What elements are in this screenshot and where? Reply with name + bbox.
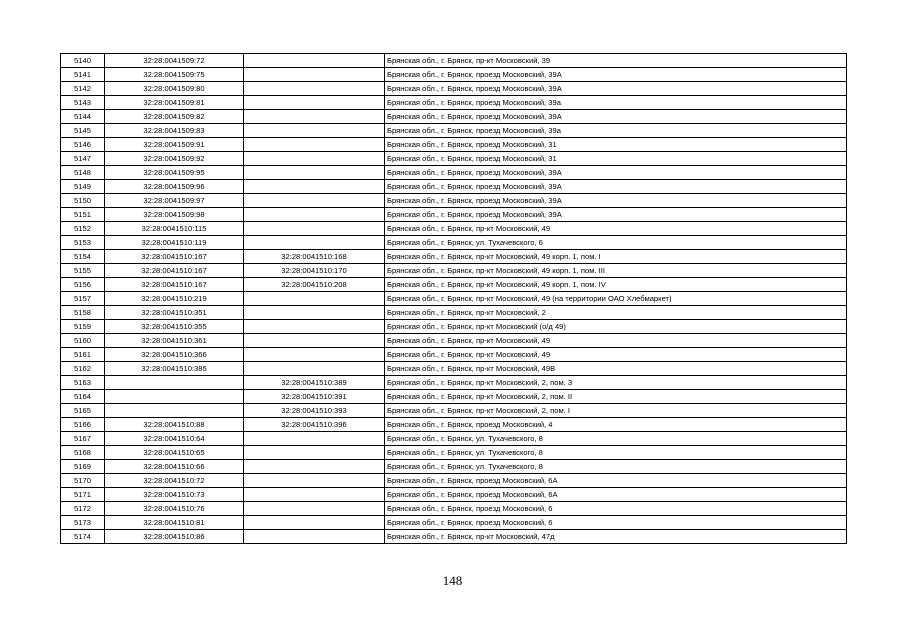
record-number-cell: 5170 [61, 474, 105, 488]
record-number-cell: 5157 [61, 292, 105, 306]
address-cell: Брянская обл., г. Брянск, пр-кт Московский, 47д [385, 530, 847, 544]
table-row [61, 334, 847, 348]
derived-cadastral-number-cell [244, 516, 385, 530]
derived-cadastral-number-cell [244, 68, 385, 82]
derived-cadastral-number-cell [244, 502, 385, 516]
cadastral-number-cell: 32:28:0041510:366 [105, 348, 244, 362]
table-row [61, 516, 847, 530]
cadastral-number-cell: 32:28:0041510:72 [105, 474, 244, 488]
record-number-cell: 5171 [61, 488, 105, 502]
derived-cadastral-number-cell [244, 236, 385, 250]
address-cell: Брянская обл., г. Брянск, пр-кт Московский, 49 [385, 348, 847, 362]
address-cell: Брянская обл., г. Брянск, проезд Московский, 39А [385, 180, 847, 194]
record-number-cell: 5174 [61, 530, 105, 544]
record-number-cell: 5155 [61, 264, 105, 278]
table-row [61, 96, 847, 110]
record-number-cell: 5148 [61, 166, 105, 180]
address-cell: Брянская обл., г. Брянск, проезд Московский, 6А [385, 488, 847, 502]
derived-cadastral-number-cell [244, 292, 385, 306]
address-cell: Брянская обл., г. Брянск, проезд Московский, 6 [385, 502, 847, 516]
record-number-cell: 5141 [61, 68, 105, 82]
table-row [61, 474, 847, 488]
cadastral-number-cell: 32:28:0041510:73 [105, 488, 244, 502]
cadastral-number-cell: 32:28:0041510:115 [105, 222, 244, 236]
table-row [61, 208, 847, 222]
table-row [61, 404, 847, 418]
record-number-cell: 5160 [61, 334, 105, 348]
derived-cadastral-number-cell [244, 166, 385, 180]
cadastral-number-cell: 32:28:0041509:75 [105, 68, 244, 82]
cadastral-number-cell: 32:28:0041510:355 [105, 320, 244, 334]
address-cell: Брянская обл., г. Брянск, проезд Московский, 39А [385, 110, 847, 124]
address-cell: Брянская обл., г. Брянск, ул. Тухачевского, 8 [385, 460, 847, 474]
address-cell: Брянская обл., г. Брянск, ул. Тухачевского, 6 [385, 236, 847, 250]
cadastral-number-cell: 32:28:0041509:80 [105, 82, 244, 96]
derived-cadastral-number-cell [244, 208, 385, 222]
table-row [61, 180, 847, 194]
address-cell: Брянская обл., г. Брянск, проезд Московский, 31 [385, 152, 847, 166]
table-row [61, 82, 847, 96]
address-cell: Брянская обл., г. Брянск, проезд Московский, 6А [385, 474, 847, 488]
registry-table-body [61, 54, 847, 544]
record-number-cell: 5144 [61, 110, 105, 124]
table-row [61, 264, 847, 278]
derived-cadastral-number-cell [244, 460, 385, 474]
table-row [61, 110, 847, 124]
derived-cadastral-number-cell: 32:28:0041510:389 [244, 376, 385, 390]
cadastral-number-cell: 32:28:0041510:167 [105, 278, 244, 292]
address-cell: Брянская обл., г. Брянск, пр-кт Московский (о/д 49) [385, 320, 847, 334]
record-number-cell: 5172 [61, 502, 105, 516]
cadastral-number-cell: 32:28:0041509:82 [105, 110, 244, 124]
address-cell: Брянская обл., г. Брянск, пр-кт Московский, 49 корп. 1, пом. IV [385, 278, 847, 292]
table-row [61, 124, 847, 138]
record-number-cell: 5151 [61, 208, 105, 222]
record-number-cell: 5143 [61, 96, 105, 110]
cadastral-number-cell: 32:28:0041510:167 [105, 264, 244, 278]
address-cell: Брянская обл., г. Брянск, проезд Московский, 4 [385, 418, 847, 432]
derived-cadastral-number-cell [244, 320, 385, 334]
page-number: 148 [442, 573, 463, 588]
table-row [61, 320, 847, 334]
cadastral-number-cell: 32:28:0041510:76 [105, 502, 244, 516]
record-number-cell: 5164 [61, 390, 105, 404]
table-row [61, 250, 847, 264]
address-cell: Брянская обл., г. Брянск, пр-кт Московский, 39 [385, 54, 847, 68]
cadastral-number-cell: 32:28:0041509:83 [105, 124, 244, 138]
cadastral-number-cell: 32:28:0041510:66 [105, 460, 244, 474]
address-cell: Брянская обл., г. Брянск, пр-кт Московский, 49 (на территории ОАО Хлебмаркет) [385, 292, 847, 306]
derived-cadastral-number-cell [244, 96, 385, 110]
record-number-cell: 5162 [61, 362, 105, 376]
derived-cadastral-number-cell [244, 194, 385, 208]
table-row [61, 166, 847, 180]
cadastral-number-cell [105, 390, 244, 404]
table-row [61, 390, 847, 404]
address-cell: Брянская обл., г. Брянск, проезд Московский, 39А [385, 82, 847, 96]
record-number-cell: 5146 [61, 138, 105, 152]
table-row [61, 292, 847, 306]
table-row [61, 278, 847, 292]
address-cell: Брянская обл., г. Брянск, пр-кт Московский, 2 [385, 306, 847, 320]
cadastral-number-cell: 32:28:0041509:92 [105, 152, 244, 166]
table-row [61, 138, 847, 152]
record-number-cell: 5154 [61, 250, 105, 264]
table-row [61, 376, 847, 390]
derived-cadastral-number-cell [244, 306, 385, 320]
table-row [61, 236, 847, 250]
cadastral-number-cell: 32:28:0041509:96 [105, 180, 244, 194]
record-number-cell: 5163 [61, 376, 105, 390]
record-number-cell: 5169 [61, 460, 105, 474]
cadastral-number-cell: 32:28:0041509:95 [105, 166, 244, 180]
address-cell: Брянская обл., г. Брянск, проезд Московский, 31 [385, 138, 847, 152]
table-row [61, 488, 847, 502]
table-row [61, 306, 847, 320]
derived-cadastral-number-cell: 32:28:0041510:168 [244, 250, 385, 264]
registry-table [60, 53, 847, 544]
table-row [61, 348, 847, 362]
table-row [61, 222, 847, 236]
table-row [61, 530, 847, 544]
cadastral-number-cell [105, 404, 244, 418]
address-cell: Брянская обл., г. Брянск, проезд Московский, 39а [385, 124, 847, 138]
record-number-cell: 5149 [61, 180, 105, 194]
cadastral-number-cell: 32:28:0041510:81 [105, 516, 244, 530]
address-cell: Брянская обл., г. Брянск, пр-кт Московский, 49 корп. 1, пом. III [385, 264, 847, 278]
cadastral-number-cell: 32:28:0041510:86 [105, 530, 244, 544]
address-cell: Брянская обл., г. Брянск, проезд Московский, 39А [385, 166, 847, 180]
cadastral-number-cell: 32:28:0041509:72 [105, 54, 244, 68]
record-number-cell: 5142 [61, 82, 105, 96]
cadastral-number-cell: 32:28:0041510:64 [105, 432, 244, 446]
address-cell: Брянская обл., г. Брянск, проезд Московский, 39А [385, 194, 847, 208]
table-row [61, 152, 847, 166]
table-row [61, 502, 847, 516]
address-cell: Брянская обл., г. Брянск, ул. Тухачевского, 8 [385, 446, 847, 460]
cadastral-number-cell: 32:28:0041509:98 [105, 208, 244, 222]
cadastral-number-cell: 32:28:0041510:351 [105, 306, 244, 320]
record-number-cell: 5166 [61, 418, 105, 432]
record-number-cell: 5153 [61, 236, 105, 250]
address-cell: Брянская обл., г. Брянск, пр-кт Московский, 49 [385, 334, 847, 348]
derived-cadastral-number-cell [244, 362, 385, 376]
cadastral-number-cell: 32:28:0041510:385 [105, 362, 244, 376]
derived-cadastral-number-cell [244, 474, 385, 488]
address-cell: Брянская обл., г. Брянск, пр-кт Московский, 49 [385, 222, 847, 236]
derived-cadastral-number-cell [244, 446, 385, 460]
derived-cadastral-number-cell [244, 222, 385, 236]
table-row [61, 446, 847, 460]
table-row [61, 54, 847, 68]
cadastral-number-cell: 32:28:0041510:65 [105, 446, 244, 460]
derived-cadastral-number-cell [244, 152, 385, 166]
derived-cadastral-number-cell [244, 488, 385, 502]
table-row [61, 432, 847, 446]
cadastral-number-cell: 32:28:0041509:91 [105, 138, 244, 152]
record-number-cell: 5165 [61, 404, 105, 418]
table-row [61, 460, 847, 474]
derived-cadastral-number-cell [244, 138, 385, 152]
table-row [61, 194, 847, 208]
derived-cadastral-number-cell [244, 82, 385, 96]
derived-cadastral-number-cell: 32:28:0041510:391 [244, 390, 385, 404]
derived-cadastral-number-cell [244, 348, 385, 362]
cadastral-number-cell: 32:28:0041510:88 [105, 418, 244, 432]
cadastral-number-cell: 32:28:0041510:119 [105, 236, 244, 250]
record-number-cell: 5140 [61, 54, 105, 68]
derived-cadastral-number-cell [244, 432, 385, 446]
derived-cadastral-number-cell: 32:28:0041510:396 [244, 418, 385, 432]
address-cell: Брянская обл., г. Брянск, ул. Тухачевского, 8 [385, 432, 847, 446]
address-cell: Брянская обл., г. Брянск, проезд Московский, 6 [385, 516, 847, 530]
address-cell: Брянская обл., г. Брянск, пр-кт Московский, 49 корп. 1, пом. I [385, 250, 847, 264]
record-number-cell: 5145 [61, 124, 105, 138]
address-cell: Брянская обл., г. Брянск, пр-кт Московский, 2, пом. 3 [385, 376, 847, 390]
derived-cadastral-number-cell [244, 110, 385, 124]
cadastral-number-cell: 32:28:0041510:361 [105, 334, 244, 348]
derived-cadastral-number-cell: 32:28:0041510:208 [244, 278, 385, 292]
cadastral-number-cell [105, 376, 244, 390]
record-number-cell: 5156 [61, 278, 105, 292]
derived-cadastral-number-cell [244, 334, 385, 348]
cadastral-number-cell: 32:28:0041509:81 [105, 96, 244, 110]
table-row [61, 68, 847, 82]
derived-cadastral-number-cell [244, 124, 385, 138]
derived-cadastral-number-cell [244, 180, 385, 194]
derived-cadastral-number-cell [244, 530, 385, 544]
record-number-cell: 5158 [61, 306, 105, 320]
record-number-cell: 5152 [61, 222, 105, 236]
address-cell: Брянская обл., г. Брянск, пр-кт Московский, 2, пом. II [385, 390, 847, 404]
cadastral-number-cell: 32:28:0041509:97 [105, 194, 244, 208]
record-number-cell: 5168 [61, 446, 105, 460]
record-number-cell: 5173 [61, 516, 105, 530]
address-cell: Брянская обл., г. Брянск, проезд Московский, 39А [385, 68, 847, 82]
record-number-cell: 5161 [61, 348, 105, 362]
record-number-cell: 5150 [61, 194, 105, 208]
derived-cadastral-number-cell: 32:28:0041510:170 [244, 264, 385, 278]
table-row [61, 418, 847, 432]
address-cell: Брянская обл., г. Брянск, проезд Московский, 39а [385, 96, 847, 110]
record-number-cell: 5159 [61, 320, 105, 334]
derived-cadastral-number-cell [244, 54, 385, 68]
cadastral-number-cell: 32:28:0041510:167 [105, 250, 244, 264]
address-cell: Брянская обл., г. Брянск, проезд Московский, 39А [385, 208, 847, 222]
record-number-cell: 5147 [61, 152, 105, 166]
address-cell: Брянская обл., г. Брянск, пр-кт Московский, 2, пом. I [385, 404, 847, 418]
derived-cadastral-number-cell: 32:28:0041510:393 [244, 404, 385, 418]
record-number-cell: 5167 [61, 432, 105, 446]
cadastral-number-cell: 32:28:0041510:219 [105, 292, 244, 306]
address-cell: Брянская обл., г. Брянск, пр-кт Московский, 49В [385, 362, 847, 376]
table-row [61, 362, 847, 376]
